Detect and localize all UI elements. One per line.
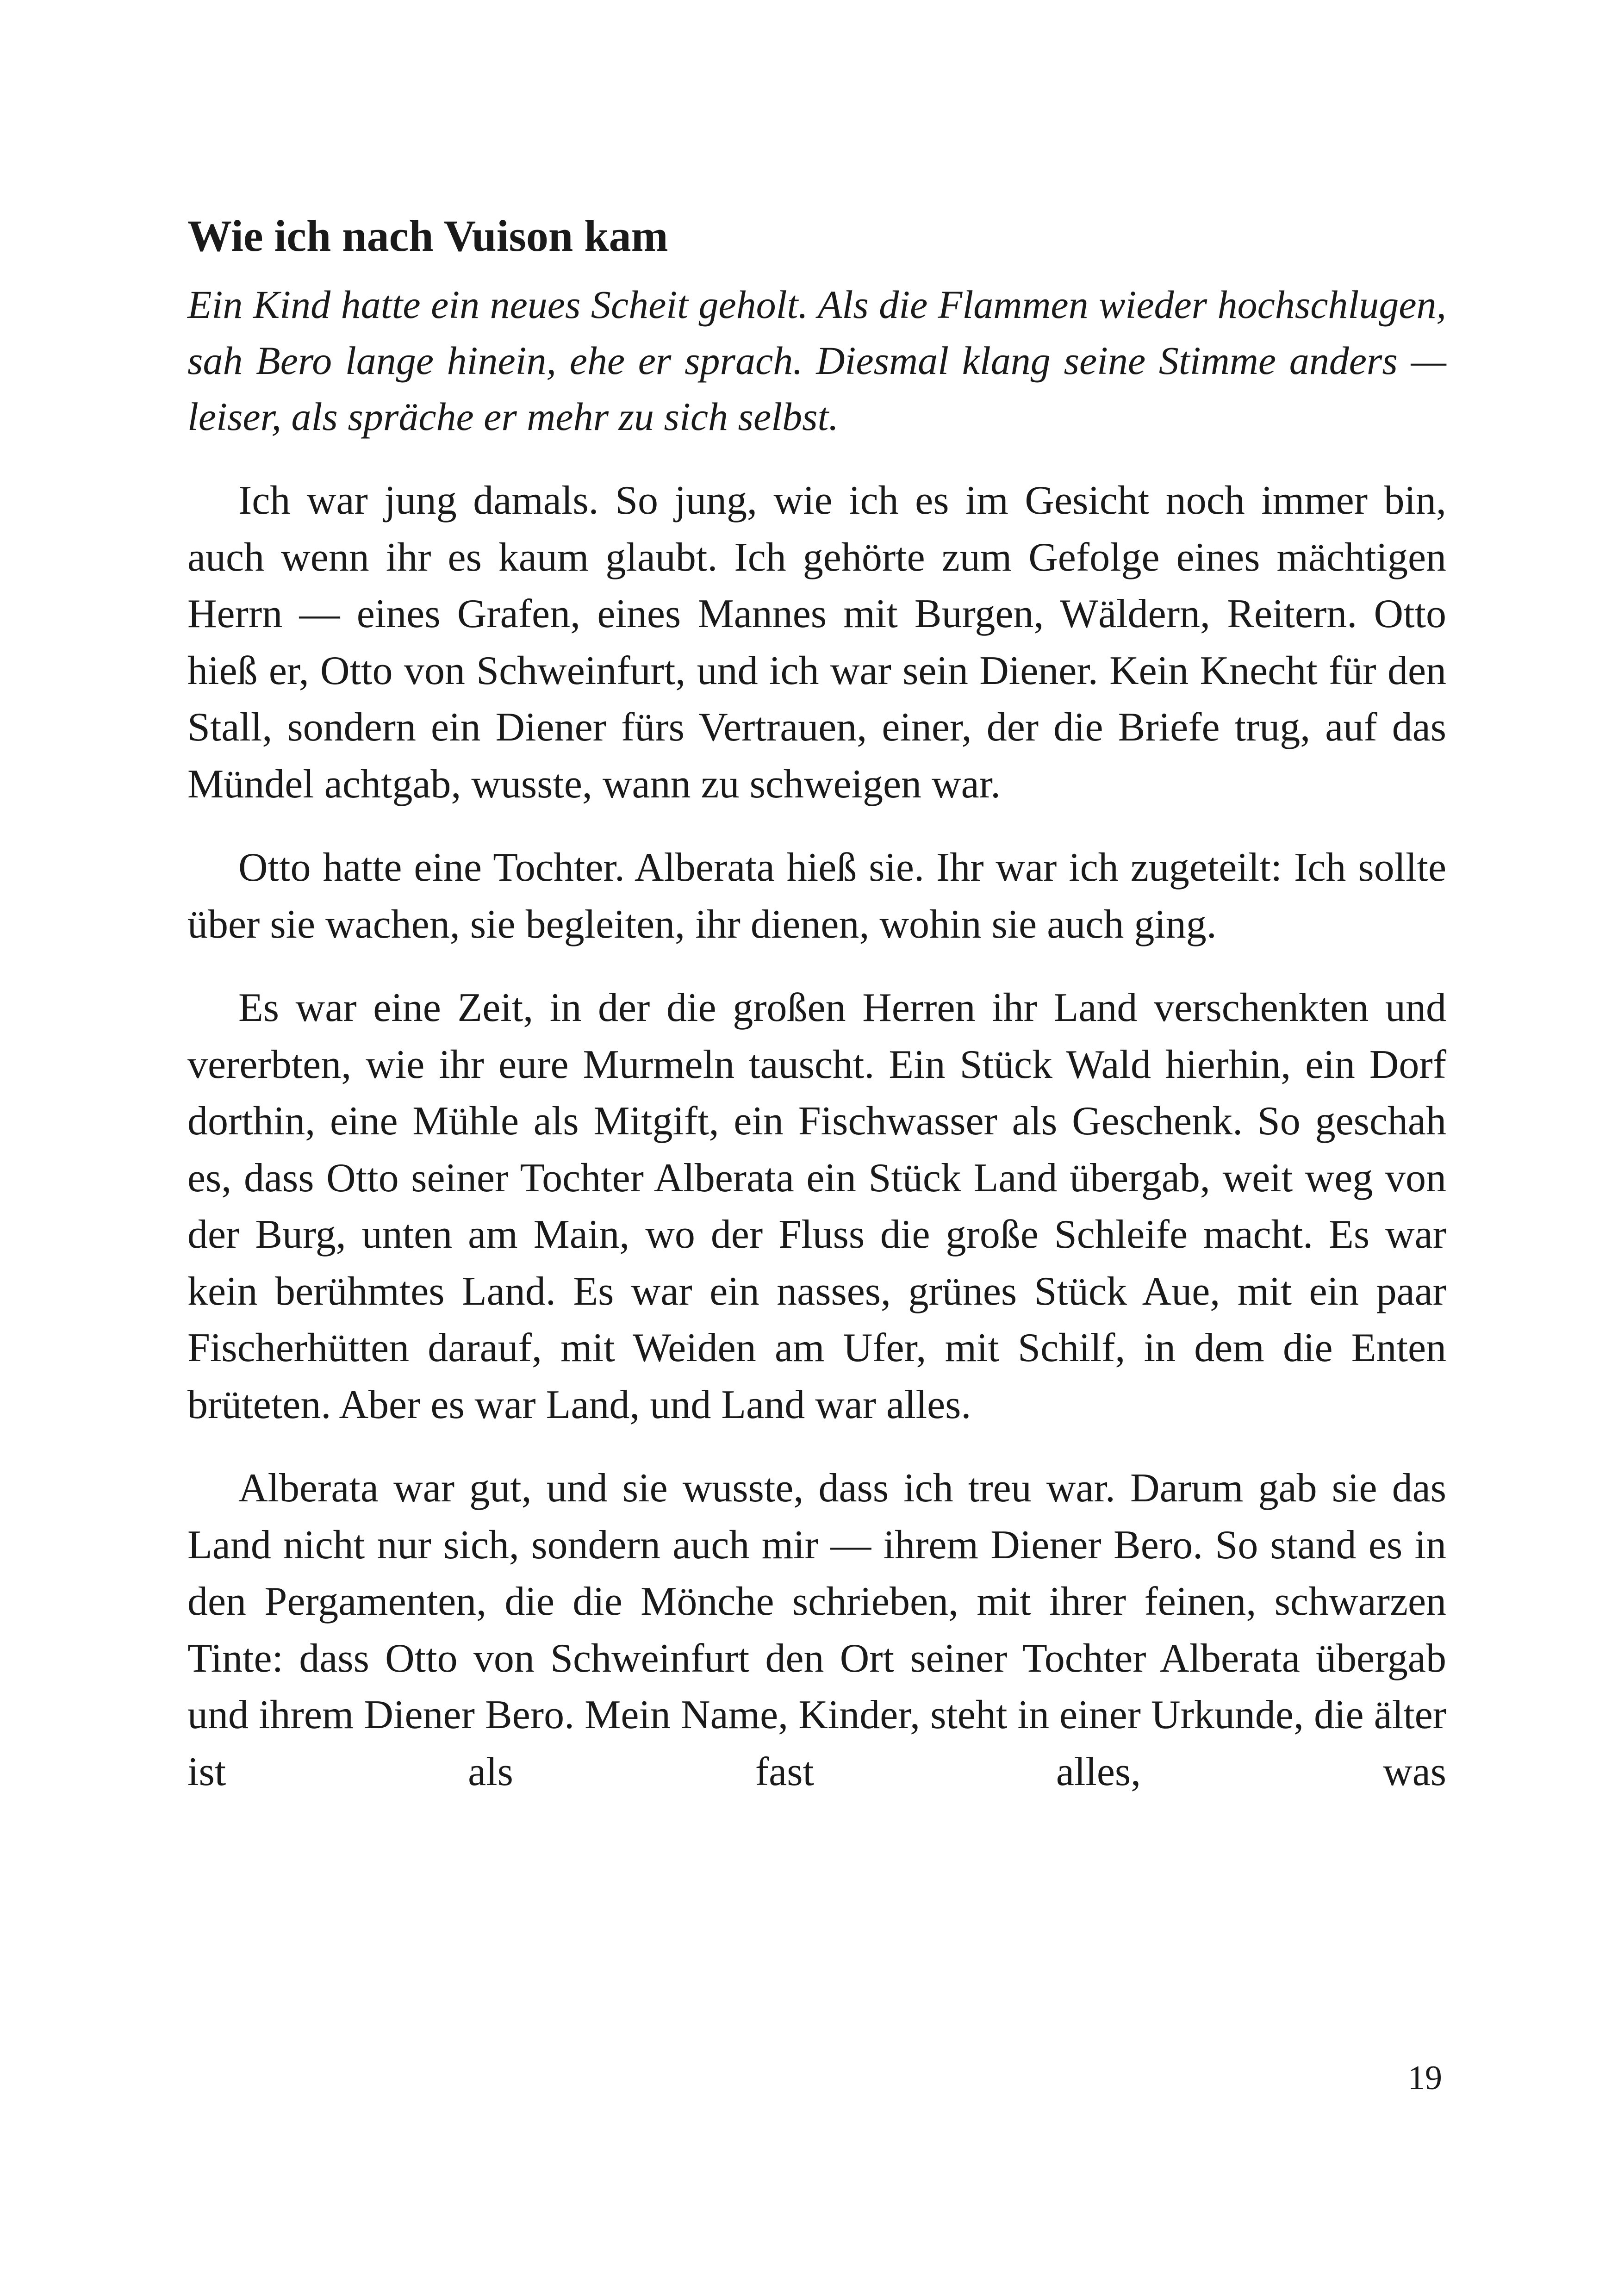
paragraph: Es war eine Zeit, in der die großen Herren ihr Land verschenkten und vererbten, wie ihr eure Murmeln tauscht. Ein Stück Wald hierhin, ein Dorf dorthin, eine Mühle als Mitgift, ein Fischwasser als Geschenk. So geschah es, dass Otto seiner Tochter Alberata ein Stück Land übergab, weit weg von der Burg, unten am Main, wo der Fluss die große Schleife macht. Es war kein berühmtes Land. Es war ein nasses, grünes Stück Aue, mit ein paar Fischerhütten darauf, mit Weiden am Ufer, mit Schilf, in dem die Enten brüteten. Aber es war Land, und Land war alles. (187, 985, 1446, 1427)
book-page (187, 204, 1446, 1800)
chapter-intro: Ein Kind hatte ein neues Scheit geholt. Als die Flammen wieder hochschlugen, sah Bero lange hinein, ehe er sprach. Diesmal klang seine Stimme anders — leiser, als spräche er mehr zu sich selbst. (187, 282, 1446, 439)
chapter-title: Wie ich nach Vuison kam (187, 211, 668, 261)
paragraph: Alberata war gut, und sie wusste, dass ich treu war. Darum gab sie das Land nicht nur sich, sondern auch mir — ihrem Diener Bero. So stand es in den Pergamenten, die die Mönche schrieben, mit ihrer feinen, schwarzen Tinte: dass Otto von Schweinfurt den Ort seiner Tochter Alberata übergab und ihrem Diener Bero. Mein Name, Kinder, steht in einer Urkunde, die älter ist als fast alles, was (187, 1466, 1446, 1794)
page-number: 19 (1408, 2059, 1442, 2097)
paragraph: Ich war jung damals. So jung, wie ich es im Gesicht noch immer bin, auch wenn ihr es kaum glaubt. Ich gehörte zum Gefolge eines mächtigen Herrn — eines Grafen, eines Mannes mit Burgen, Wäldern, Reitern. Otto hieß er, Otto von Schweinfurt, und ich war sein Diener. Kein Knecht für den Stall, sondern ein Diener fürs Vertrauen, einer, der die Briefe trug, auf das Mündel achtgab, wusste, wann zu schweigen war. (187, 478, 1446, 807)
paragraph: Otto hatte eine Tochter. Alberata hieß sie. Ihr war ich zugeteilt: Ich sollte über sie wachen, sie begleiten, ihr dienen, wohin sie auch ging. (187, 845, 1446, 947)
